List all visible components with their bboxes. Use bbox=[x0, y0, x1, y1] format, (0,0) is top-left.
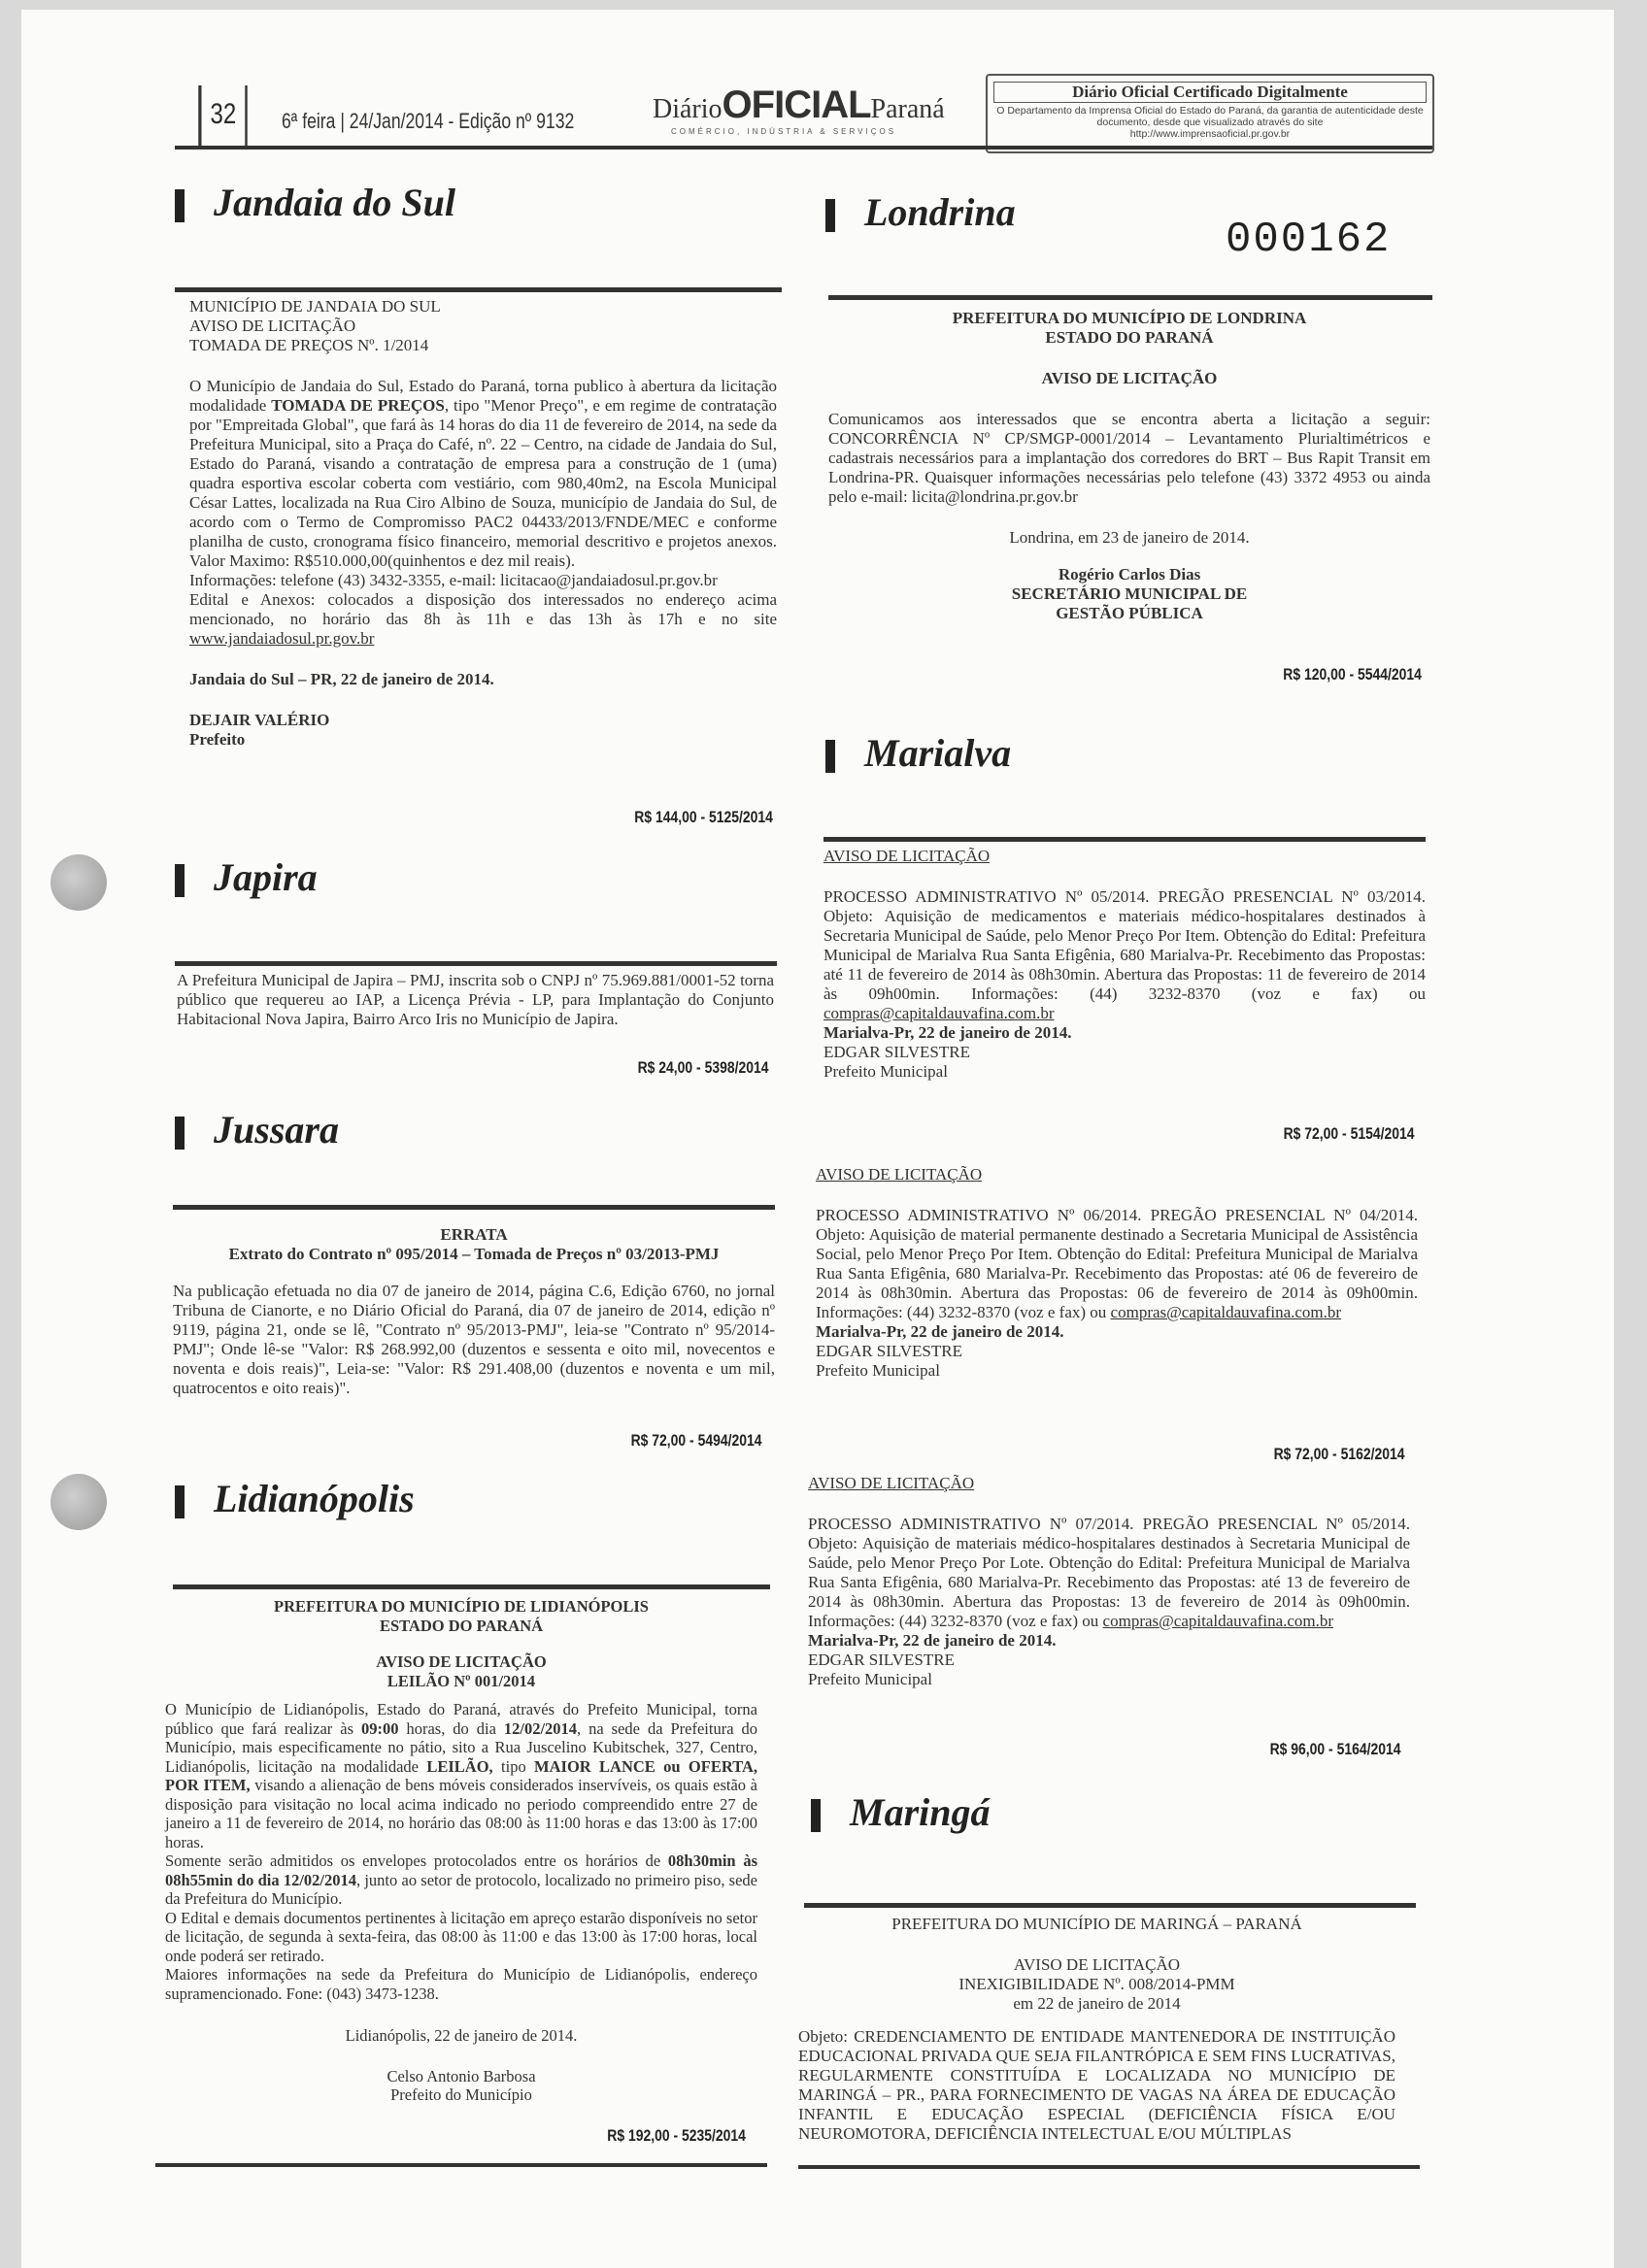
jandaia-notice: MUNICÍPIO DE JANDAIA DO SUL AVISO DE LICITAÇÃO TOMADA DE PREÇOS Nº. 1/2014 O Município de Jandaia do Sul, Estado do Paraná, torna publico à abertura da licitação modalidade TOMADA DE PREÇOS, tipo "Menor Preço", e em regime de contratação por "Empreitada Global", que fará às 14 horas do dia 11 de fevereiro de 2014, na sede da Prefeitura Municipal, sito a Praça do Café, nº. 22 – Centro, na cidade de Jandaia do Sul, Estado do Paraná, visando a contratação de empresa para a construção de 1 (uma) quadra esportiva escolar coberta com vestiário, com 980,40m2, na Escola Municipal César Lattes, localizada na Rua Ciro Albino de Souza, município de Jandaia do Sul, de acordo com o Termo de Compromisso PAC2 04433/2013/FNDE/MEC e conforme planilha de custo, cronograma físico financeiro, memorial descritivo e projetos anexos. Valor Maximo: R$510.000,00(quinhentos e dez mil reais). Informações: telefone (43) 3432-3355, e-mail: licitacao@jandaiadosul.pr.gov.br Edital e Anexos: colocados a disposição dos interessados no endereço acima mencionado, no horário das 8h às 11h e das 13h às 17h e no site www.jandaiadosul.pr.gov.br Jandaia do Sul – PR, 22 de janeiro de 2014. DEJAIR VALÉRIO Prefeito bbox=[189, 297, 778, 749]
header-rule bbox=[175, 146, 1432, 150]
cert-url[interactable]: http://www.imprensaoficial.pr.gov.br bbox=[1129, 128, 1291, 140]
binder-hole bbox=[50, 1474, 107, 1530]
email-link[interactable]: compras@capitaldauvafina.com.br bbox=[824, 1004, 1055, 1022]
edition-date: 6ª feira | 24/Jan/2014 - Edição nº 9132 bbox=[282, 109, 575, 133]
bottom-rule bbox=[155, 2163, 767, 2167]
section-rule bbox=[173, 1205, 775, 1210]
bottom-rule bbox=[798, 2165, 1420, 2169]
marialva-notice-1: AVISO DE LICITAÇÃO PROCESSO ADMINISTRATIVO Nº 05/2014. PREGÃO PRESENCIAL Nº 03/2014. Objeto: Aquisição de medicamentos e materiais médico-hospitalares destinados à Secretaria Municipal de Saúde, pelo Menor Preço Por Item. Obtenção do Edital: Prefeitura Municipal de Marialva Rua Santa Efigênia, 680 Marialva-Pr. Recebimento das Propostas: até 11 de fevereiro de 2014 às 08h30min. Abertura das Propostas: 11 de fevereiro de 2014 às 09h00min. Informações: (44) 3232-8370 (voz e fax) ou compras@capitaldauvafina.com.br Marialva-Pr, 22 de janeiro de 2014. EDGAR SILVESTRE Prefeito Municipal bbox=[824, 847, 1426, 1081]
section-rule bbox=[824, 837, 1426, 842]
marialva-notice-3: AVISO DE LICITAÇÃO PROCESSO ADMINISTRATIVO Nº 07/2014. PREGÃO PRESENCIAL Nº 05/2014. Objeto: Aquisição de materiais médico-hospitalares destinados à Secretaria Municipal de Saúde, pelo Menor Preço Por Lote. Obtenção do Edital: Prefeitura Municipal de Marialva Rua Santa Efigênia, 680 Marialva-Pr. Recebimento das Propostas: até 13 de fevereiro de 2014 às 08h30min. Abertura das Propostas: 13 de fevereiro de 2014 às 09h00min. Informações: (44) 3232-8370 (voz e fax) ou compras@capitaldauvafina.com.br Marialva-Pr, 22 de janeiro de 2014. EDGAR SILVESTRE Prefeito Municipal bbox=[808, 1474, 1410, 1688]
londrina-notice: PREFEITURA DO MUNICÍPIO DE LONDRINA ESTADO DO PARANÁ AVISO DE LICITAÇÃO Comunicamos aos interessados que se encontra aberta a licitação a seguir: CONCORRÊNCIA Nº CP/SMGP-0001/2014 – Levantamento Plurialtimétricos e cadastrais necessários para a implantação dos corredores do BRT – Bus Rapit Transit em Londrina-PR. Quaisquer informações necessárias pelo telefone (43) 3372 4953 ou ainda pelo e-mail: licita@londrina.pr.gov.br Londrina, em 23 de janeiro de 2014. Rogério Carlos Dias SECRETÁRIO MUNICIPAL DE GESTÃO PÚBLICA bbox=[828, 309, 1430, 622]
section-rule bbox=[828, 295, 1432, 300]
marialva-notice-2: AVISO DE LICITAÇÃO PROCESSO ADMINISTRATIVO Nº 06/2014. PREGÃO PRESENCIAL Nº 04/2014. Objeto: Aquisição de material permanente destinado a Secretaria Municipal de Assistência Social, pelo Menor Preço Por Item. Obtenção do Edital: Prefeitura Municipal de Marialva Rua Santa Efigênia, 680 Marialva-Pr. Recebimento das Propostas: até 06 de fevereiro de 2014 às 08h30min. Abertura das Propostas: 06 de fevereiro de 2014 às 09h00min. Informações: (44) 3232-8370 (voz e fax) ou compras@capitaldauvafina.com.br Marialva-Pr, 22 de janeiro de 2014. EDGAR SILVESTRE Prefeito Municipal bbox=[816, 1165, 1418, 1380]
price-tag: R$ 72,00 - 5162/2014 bbox=[1273, 1445, 1404, 1463]
jussara-notice: ERRATA Extrato do Contrato nº 095/2014 – Tomada de Preços nº 03/2013-PMJ Na publicação efetuada no dia 07 de janeiro de 2014, página C.6, Edição 6760, no jornal Tribuna de Cianorte, e no Diário Oficial do Paraná, dia 07 de janeiro de 2014, edição nº 9119, página 21, onde se lê, "Contrato nº 95/2013-PMJ", leia-se "Contrato nº 95/2014-PMJ"; Onde lê-se "Valor: R$ 268.992,00 (duzentos e sessenta e oito mil, novecentos e noventa e dois reais)", Leia-se: "Valor: R$ 291.408,00 (duzentos e noventa e um mil, quatrocentos e oito reais)". bbox=[173, 1225, 775, 1397]
section-rule bbox=[175, 961, 777, 966]
certification-box: Diário Oficial Certificado Digitalmente O Departamento da Imprensa Oficial do Estado do Paraná, da garantia de autenticidade deste documento, desde que visualizado através do site http://www.imprensaoficial.pr.gov.br bbox=[986, 74, 1434, 153]
japira-notice: A Prefeitura Municipal de Japira – PMJ, inscrita sob o CNPJ nº 75.969.881/0001-52 torna público que requereu ao IAP, a Licença Prévia - LP, para Implantação do Conjunto Habitacional Nova Japira, Bairro Arco Iris no Município de Japira. bbox=[177, 971, 774, 1028]
maringa-notice: PREFEITURA DO MUNICÍPIO DE MARINGÁ – PARANÁ AVISO DE LICITAÇÃO INEXIGIBILIDADE Nº. 008/2014-PMM em 22 de janeiro de 2014 Objeto: CREDENCIAMENTO DE ENTIDADE MANTENEDORA DE INSTITUIÇÃO EDUCACIONAL PRIVADA QUE SEJA FILANTRÓPICA E SEM FINS LUCRATIVAS, REGULARMENTE CONSTITUÍDA E LOCALIZADA NO MUNICÍPIO DE MARINGÁ – PR., PARA FORNECIMENTO DE VAGAS NA ÁREA DE EDUCAÇÃO INFANTIL E EDUCAÇÃO ESPECIAL (DEFICIÊNCIA FÍSICA E/OU NEUROMOTORA, DEFICIÊNCIA INTELECTUAL E/OU MÚLTIPLAS bbox=[798, 1915, 1395, 2143]
lidianopolis-notice: PREFEITURA DO MUNICÍPIO DE LIDIANÓPOLIS ESTADO DO PARANÁ AVISO DE LICITAÇÃO LEILÃO Nº 001/2014 O Município de Lidianópolis, Estado do Paraná, através do Prefeito Municipal, torna público que fará realizar às 09:00 horas, do dia 12/02/2014, na sede da Prefeitura do Município, mais especificamente no pátio, sito a Rua Juscelino Kubitschek, 327, Centro, Lidianópolis, licitação na modalidade LEILÃO, tipo MAIOR LANCE ou OFERTA, POR ITEM, visando a alienação de bens móveis considerados inservíveis, os quais estão à disposição para visitação no local acima indicado no periodo compreendido entre 27 de janeiro a 11 de fevereiro de 2014, no horário das 08:00 às 11:00 horas e das 13:00 às 17:00 horas. Somente serão admitidos os envelopes protocolados entre os horários de 08h30min às 08h55min do dia 12/02/2014, junto ao setor de protocolo, localizado no primeiro piso, sede da Prefeitura do Município. O Edital e demais documentos pertinentes à licitação em apreço estarão disponíveis no setor de licitação, de segunda à sexta-feira, das 08:00 às 11:00 e das 13:00 às 17:00 horas, local onde poderá ser retirado. Maiores informações na sede da Prefeitura do Município de Lidianópolis, endereço supramencionado. Fone: (043) 3473-1238. Lidianópolis, 22 de janeiro de 2014. Celso Antonio Barbosa Prefeito do Município bbox=[165, 1597, 758, 2104]
price-tag: R$ 144,00 - 5125/2014 bbox=[634, 808, 773, 826]
site-link[interactable]: www.jandaiadosul.pr.gov.br bbox=[189, 629, 375, 648]
stamp-number: 000162 bbox=[1226, 216, 1392, 264]
section-rule bbox=[173, 1584, 770, 1589]
email-link[interactable]: compras@capitaldauvafina.com.br bbox=[1102, 1612, 1334, 1630]
page-number: 32 bbox=[198, 85, 247, 146]
price-tag: R$ 96,00 - 5164/2014 bbox=[1269, 1740, 1400, 1758]
logo: DiárioOFICIALParaná COMÉRCIO, INDÚSTRIA & SERVIÇOS bbox=[653, 83, 945, 136]
binder-hole bbox=[50, 854, 107, 911]
section-rule bbox=[175, 287, 782, 292]
price-tag: R$ 120,00 - 5544/2014 bbox=[1283, 665, 1422, 684]
price-tag: R$ 192,00 - 5235/2014 bbox=[607, 2126, 746, 2145]
price-tag: R$ 72,00 - 5154/2014 bbox=[1283, 1124, 1414, 1143]
section-rule bbox=[804, 1903, 1416, 1908]
price-tag: R$ 24,00 - 5398/2014 bbox=[637, 1058, 768, 1077]
email-link[interactable]: compras@capitaldauvafina.com.br bbox=[1110, 1303, 1342, 1321]
price-tag: R$ 72,00 - 5494/2014 bbox=[630, 1431, 761, 1450]
